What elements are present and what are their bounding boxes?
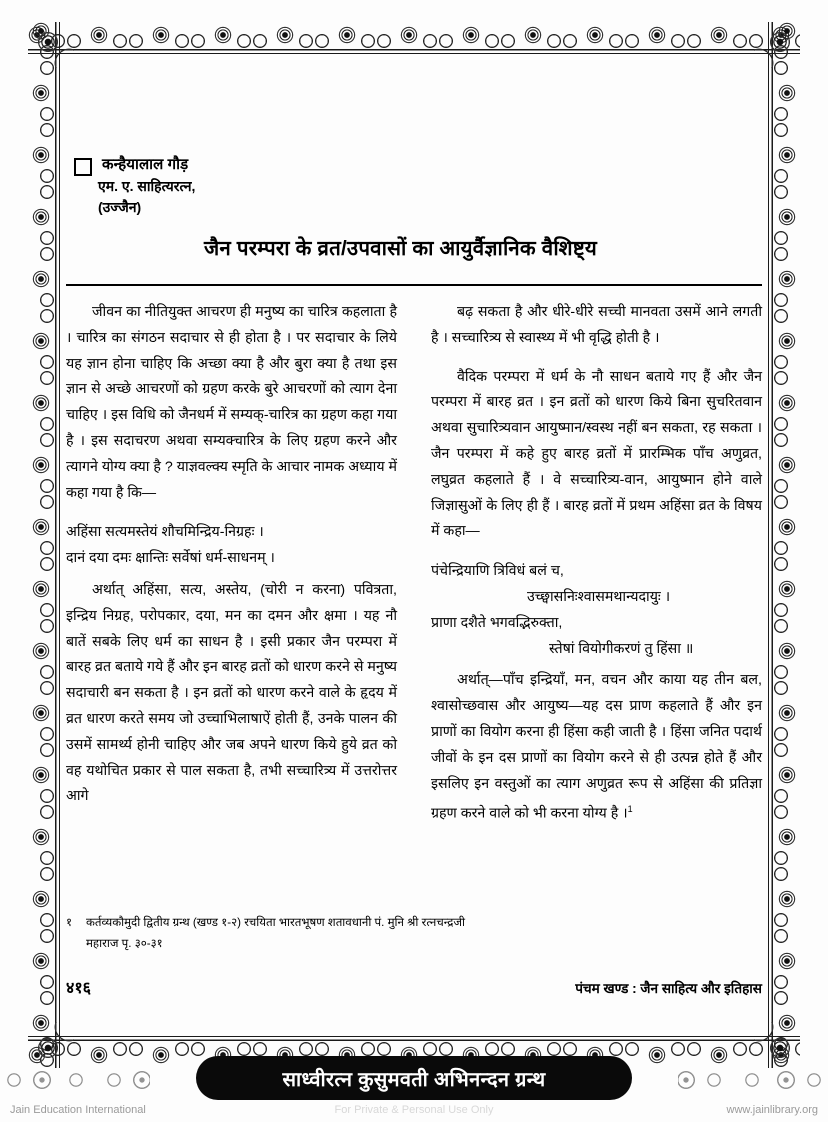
section-title: पंचम खण्ड : जैन साहित्य और इतिहास — [575, 981, 762, 996]
footnote-text: कर्तव्यकौमुदी द्वितीय ग्रन्थ (खण्ड १-२) रचयिता भारतभूषण शतावधानी पं. मुनि श्री रत्नचन्द्रजी — [86, 916, 466, 929]
verse-line: स्तेषां वियोगीकरणं तु हिंसा ॥ — [549, 640, 694, 657]
paragraph: बढ़ सकता है और धीरे-धीरे सच्ची मानवता उसमें आने लगती है । सच्चारित्र्य से स्वास्थ्य में भी वृद्धि होती है । — [431, 304, 762, 346]
footnote — [66, 912, 762, 954]
author-city: (उज्जैन) — [98, 198, 142, 215]
page-number: ४१६ — [66, 980, 91, 997]
page-footer — [66, 976, 762, 998]
right-column — [431, 300, 762, 912]
border-right-ornament-icon — [764, 22, 800, 1068]
verse-line: दानं दया दमः क्षान्तिः सर्वेषां धर्म-साधनम् । — [66, 550, 275, 567]
book-title-banner — [0, 1056, 828, 1102]
banner-title: साध्वीरत्न कुसुमवती अभिनन्दन ग्रन्थ — [282, 1068, 546, 1091]
author-byline — [74, 154, 195, 218]
paragraph: अर्थात् अहिंसा, सत्य, अस्तेय, (चोरी न करना) पवित्रता, इन्द्रिय निग्रह, परोपकार, दया, मन का दमन और क्षमा । यह नौ बातें सबके लिए धर्म का साधन है । इसी प्रकार जैन परम्परा में बारह व्रत बताये गये हैं और इन बारह व्रतों को धारण करने से मनुष्य सदाचारी बन सकता है । इन व्रतों को धारण करने वाले के हृदय में व्रत धारण करते समय जो उच्चाभिलाषाऐं होती हैं, उनके पालन की उसमें सामर्थ्य होनी चाहिए और जब अपने धारण किये हुये व्रत को वह यथोचित प्रकार से पाल सकता है, तभी सच्चारित्र्य में उत्तरोत्तर आगे — [66, 581, 397, 805]
body-columns — [66, 300, 762, 912]
sanskrit-verse-right — [431, 559, 762, 662]
banner-left-ornament-icon — [0, 1060, 150, 1098]
author-degree: एम. ए. साहित्यरत्न, — [98, 178, 196, 195]
footnote-line — [66, 933, 762, 954]
watermark-center: For Private & Personal Use Only — [334, 1104, 494, 1116]
sanskrit-verse-left — [66, 520, 397, 572]
paragraph: वैदिक परम्परा में धर्म के नौ साधन बताये गए हैं और जैन परम्परा में बारह व्रत । इन व्रतों को धारण किये बिना सुचरितवान अथवा सुचारित्र्यवान आयुष्मान/स्वस्थ नहीं बन सकता, रह सकता । जैन परम्परा में कहे हुए बारह व्रतों में प्रारम्भिक पाँच अणुव्रत, लघुव्रत कहलाते हैं । वे सच्चारित्र्य-वान, आयुष्मान होने वाले जिज्ञासुओं के लिए ही हैं । बारह व्रतों में प्रथम अहिंसा व्रत के विषय में कहा— — [431, 368, 762, 540]
border-top-ornament-icon — [28, 22, 800, 58]
footnote-line — [66, 912, 762, 933]
paragraph — [431, 668, 762, 828]
paragraph: जीवन का नीतियुक्त आचरण ही मनुष्य का चारित्र कहलाता है । चारित्र का संगठन सदाचार से ही होता है । पर सदाचार के लिये यह ज्ञान होना चाहिए कि अच्छा क्या है और बुरा क्या है तथा इस ज्ञान से अच्छे आचरणों को ग्रहण करके बुरे आचरणों को त्याग देना चाहिए । इस विधि को जैनधर्म में सम्यक्-चारित्र का ग्रहण कहा गया है । इस सदाचरण अथवा सम्यक्चारित्र के लिए ग्रहण करने और त्यागने योग्य क्या है ? याज्ञवल्क्य स्मृति के आचार नामक अध्याय में कहा गया है कि— — [66, 304, 397, 501]
footnote-text: महाराज पृ. ३०-३१ — [86, 937, 163, 950]
article-title: जैन परम्परा के व्रत/उपवासों का आयुर्वैज्ञानिक वैशिष्ट्य — [204, 237, 598, 260]
banner-pill — [196, 1056, 632, 1100]
verse-line: पंचेन्द्रियाणि त्रिविधं बलं च, — [431, 563, 564, 580]
verse-line: अहिंसा सत्यमस्तेयं शौचमिन्द्रिय-निग्रहः । — [66, 524, 264, 541]
left-column — [66, 300, 397, 912]
paragraph-text: अर्थात्—पाँच इन्द्रियाँ, मन, वचन और काया यह तीन बल, श्वासोच्छवास और आयुष्य—यह दस प्राण कहलाते हैं और इन प्राणों का वियोग करना ही हिंसा कही जाती है । हिंसा जनित पदार्थ जीवों के इन दस प्राणों का वियोग करने से ही उत्पन्न होते हैं और इसलिए इन वस्तुओं का त्याग अणुव्रत रूप से अहिंसा की प्रतिज्ञा ग्रहण करने वाले को भी करना योग्य है । — [431, 672, 762, 823]
author-name: कन्हैयालाल गौड़ — [102, 156, 189, 173]
verse-line: उच्छ्वासनिःश्वासमथान्यदायुः । — [527, 588, 671, 605]
watermark-right[interactable]: www.jainlibrary.org — [726, 1104, 818, 1116]
border-left-ornament-icon — [28, 22, 64, 1068]
footnote-marker: १ — [66, 916, 73, 929]
border-corner-top-right-icon — [754, 22, 800, 68]
banner-right-ornament-icon — [678, 1060, 828, 1098]
square-bullet-icon — [74, 158, 92, 176]
title-divider — [66, 284, 762, 286]
page-content — [66, 66, 762, 1032]
watermark-left: Jain Education International — [10, 1104, 146, 1116]
border-corner-top-left-icon — [28, 22, 74, 68]
verse-line: प्राणा दशैते भगवद्भिरुक्ता, — [431, 614, 563, 631]
footnote-reference: 1 — [627, 804, 633, 815]
